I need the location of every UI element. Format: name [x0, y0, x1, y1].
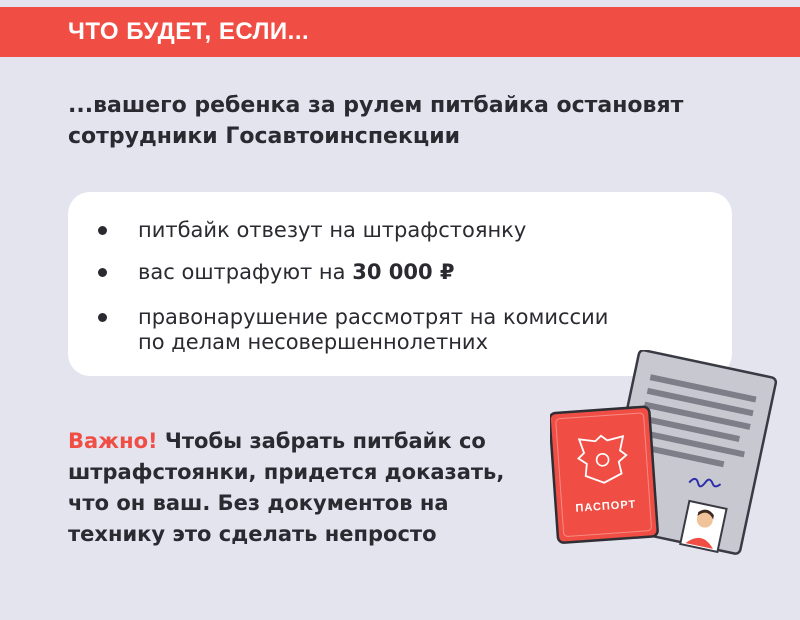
intro-text: ...вашего ребенка за рулем питбайка остановят сотрудники Госавтоинспекции: [68, 93, 684, 149]
passport-label: ПАСПОРТ: [575, 498, 637, 515]
list-item: [138, 305, 608, 355]
item-text: питбайк отвезут на штрафстоянку: [138, 218, 527, 242]
fine-amount: 30 000 ₽: [352, 260, 455, 284]
header-banner: [0, 7, 800, 57]
note-accent: Важно!: [68, 429, 158, 453]
header-title: ЧТО БУДЕТ, ЕСЛИ...: [68, 18, 310, 45]
item-text: вас оштрафуют на: [138, 260, 353, 284]
item-text-line1: правонарушение рассмотрят на комиссии: [138, 305, 609, 329]
consequences-card: [68, 192, 732, 376]
documents-illustration: [550, 350, 780, 560]
list-item: [138, 218, 526, 243]
bullet-icon: [98, 268, 107, 277]
bullet-icon: [98, 226, 107, 235]
passport-icon: [550, 406, 658, 543]
note-text: Чтобы забрать питбайк со штрафстоянки, придется доказать, что он ваш. Без документов на технику это сделать непросто: [68, 429, 505, 546]
list-item: [138, 260, 455, 285]
important-note: [68, 426, 548, 550]
bullet-icon: [98, 313, 107, 322]
item-text-line2: по делам несовершеннолетних: [138, 330, 488, 354]
